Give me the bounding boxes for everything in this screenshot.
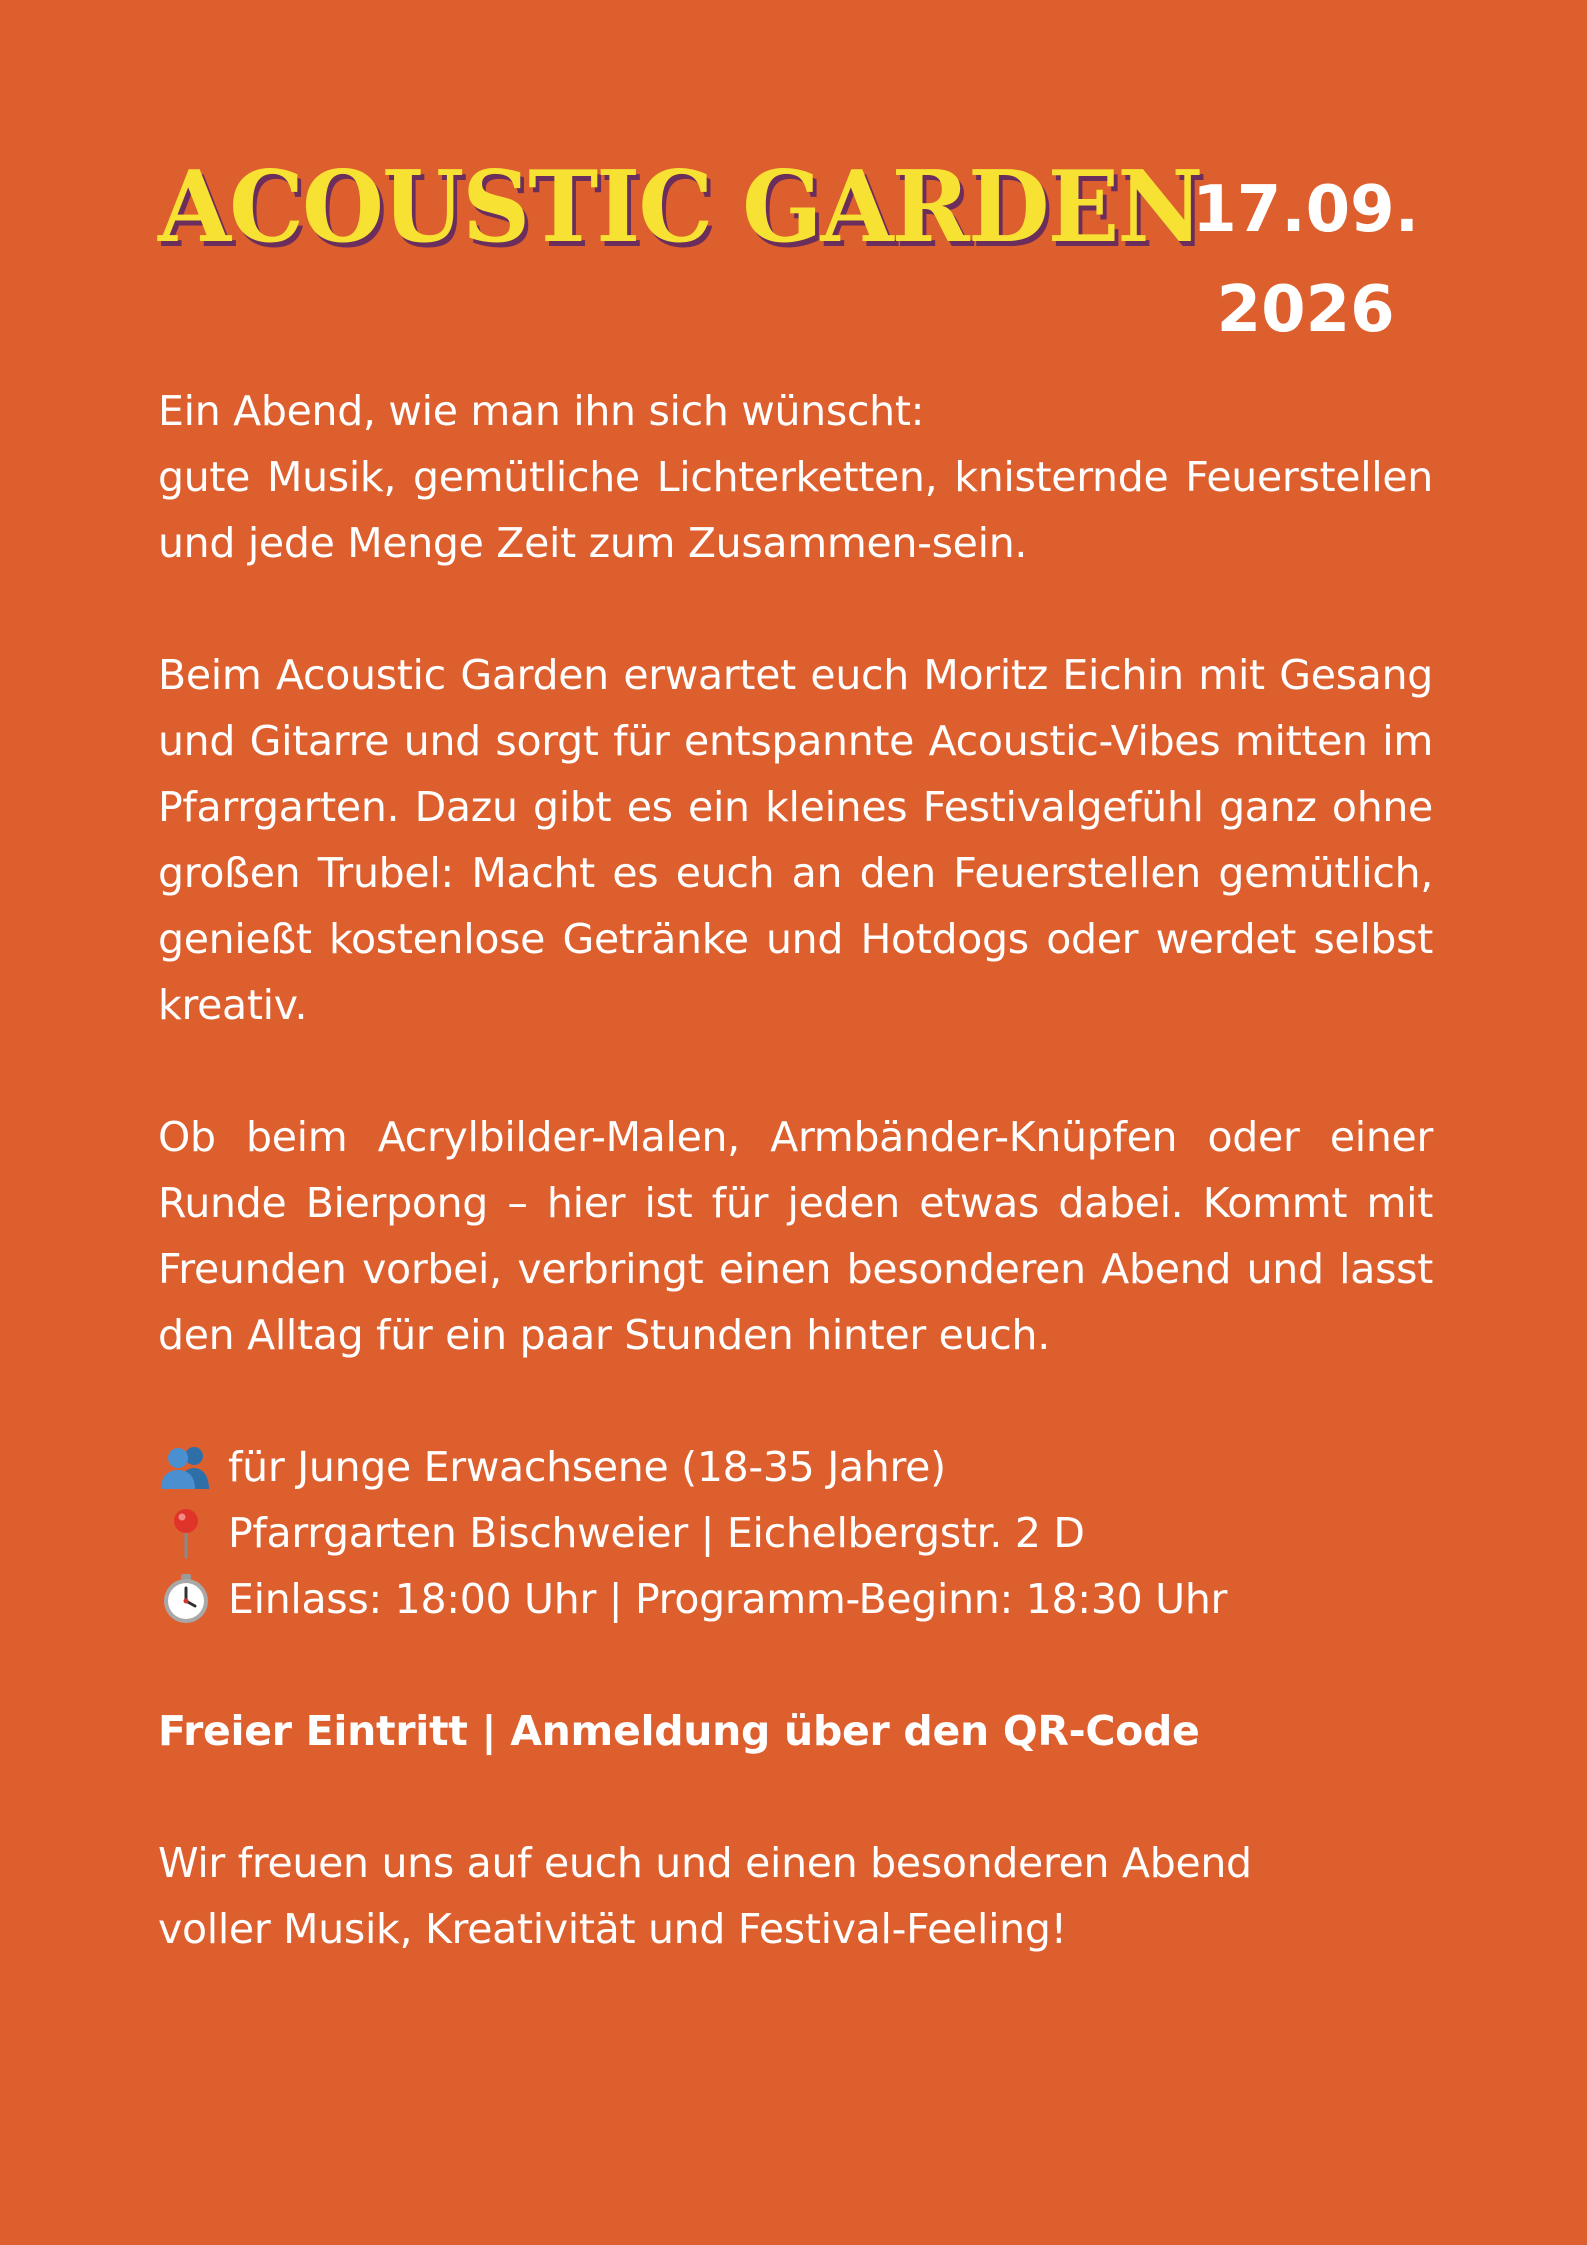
pin-icon [158,1505,214,1561]
clock-icon [158,1571,214,1627]
detail-audience [158,1434,1433,1500]
closing-paragraph [158,1830,1433,1962]
intro-text: gute Musik, gemütliche Lichterketten, knisternde Feuerstellen und jede Menge Zeit zum Zusammen-sein. [158,453,1433,567]
detail-location [158,1500,1433,1566]
event-date [1192,160,1419,360]
event-date-year: 2026 [1216,273,1395,347]
people-icon [158,1439,214,1495]
closing-line-2: voller Musik, Kreativität und Festival-Feeling! [158,1905,1067,1953]
event-details [158,1434,1433,1632]
flyer-body [158,378,1433,1962]
detail-time [158,1566,1433,1632]
detail-time-text: Einlass: 18:00 Uhr | Programm-Beginn: 18:30 Uhr [228,1575,1228,1623]
intro-paragraph [158,378,1433,576]
event-title: ACOUSTIC GARDEN [158,150,1202,265]
intro-first-line: Ein Abend, wie man ihn sich wünscht: [158,387,925,435]
detail-location-text: Pfarrgarten Bischweier | Eichelbergstr. 2 D [228,1509,1085,1557]
activities-paragraph: Ob beim Acrylbilder-Malen, Armbänder-Knüpfen oder einer Runde Bierpong – hier ist für jeden etwas dabei. Kommt mit Freunden vorbei, verbringt einen besonderen Abend und lasst den Alltag für ein paar Stunden hinter euch. [158,1113,1433,1359]
registration-note: Freier Eintritt | Anmeldung über den QR-Code [158,1707,1200,1755]
event-date-day: 17.09. [1192,173,1419,247]
closing-line-1: Wir freuen uns auf euch und einen besonderen Abend [158,1839,1252,1887]
detail-audience-text: für Junge Erwachsene (18-35 Jahre) [228,1443,946,1491]
description-paragraph: Beim Acoustic Garden erwartet euch Moritz Eichin mit Gesang und Gitarre und sorgt für entspannte Acoustic-Vibes mitten im Pfarrgarten. Dazu gibt es ein kleines Festivalgefühl ganz ohne großen Trubel: Macht es euch an den Feuerstellen gemütlich, genießt kostenlose Getränke und Hotdogs oder werdet selbst kreativ. [158,651,1433,1029]
